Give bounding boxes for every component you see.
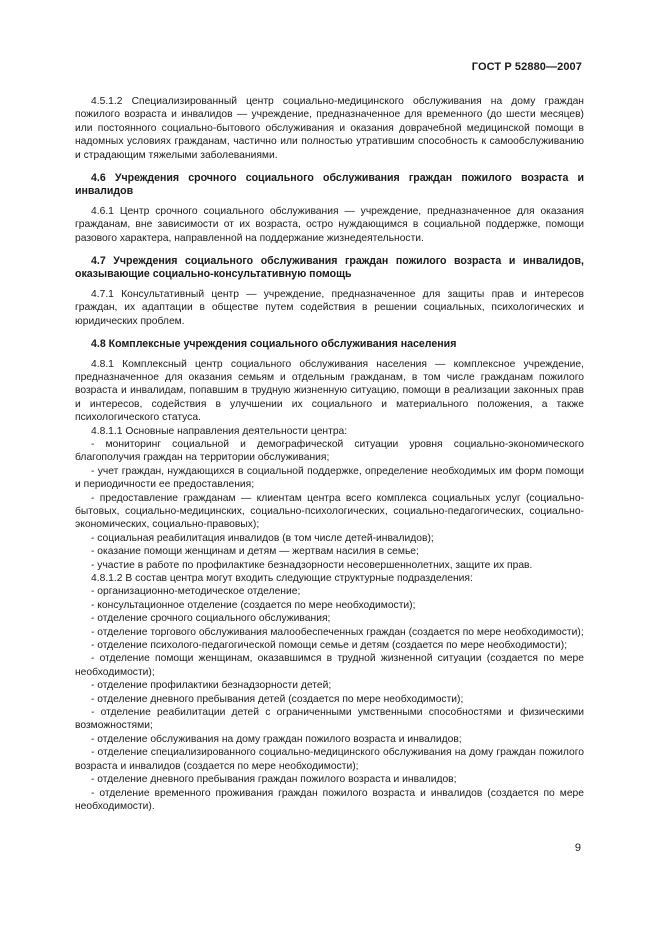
paragraph-4-7-1: 4.7.1 Консультативный центр — учреждение, предназначенное для защиты прав и интересов граждан, их адаптации в обществе путем содействия в решении социальных, психологических и юридических проблем. <box>75 288 584 327</box>
list-item: - участие в работе по профилактике безнадзорности несовершеннолетних, защите их прав. <box>91 559 533 571</box>
section-heading-4-7: 4.7 Учреждения социального обслуживания граждан пожилого возраста и инвалидов, оказывающие социально-консультативную помощь <box>75 255 584 281</box>
list-item: - мониторинг социальной и демографической ситуации уровня социально-экономического благополучия граждан на территории обслуживания; <box>75 438 584 464</box>
list-item: - отделение торгового обслуживания малообеспеченных граждан (создается по мере необходимости); <box>91 626 584 638</box>
list-item: - социальная реабилитация инвалидов (в том числе детей-инвалидов); <box>91 532 434 544</box>
list-item: - отделение срочного социального обслуживания; <box>91 613 331 625</box>
list-item: - отделение реабилитации детей с ограниченными умственными способностями и физическими возможностями; <box>75 707 584 732</box>
page-number: 9 <box>574 842 581 854</box>
departments-list <box>75 585 584 813</box>
list-item: - отделение профилактики безнадзорности детей; <box>91 680 332 692</box>
paragraph-4-8-1-2: 4.8.1.2 В состав центра могут входить следующие структурные подразделения: <box>91 573 473 584</box>
list-item: - отделение дневного пребывания детей (создается по мере необходимости); <box>91 693 464 705</box>
paragraph-4-6-1: 4.6.1 Центр срочного социального обслуживания — учреждение, предназначенное для оказания гражданам, вне зависимости от их возраста, остро нуждающимся в социальной поддержке, помощи разового характера, направленной на поддержание жизнедеятельности. <box>75 205 584 244</box>
paragraph-4-5-1-2: 4.5.1.2 Специализированный центр социально-медицинского обслуживания на дому граждан пожилого возраста и инвалидов — учреждение, предназначенное для временного (до шести месяцев) или постоянного социально-бытового обслуживания и оказания доврачебной медицинской помощи в надомных условиях гражданам, частично или полностью утратившим способность к самообслуживанию и страдающим тяжелыми заболеваниями. <box>75 96 584 161</box>
list-item: - консультационное отделение (создается по мере необходимости); <box>91 599 416 611</box>
list-item: - отделение дневного пребывания граждан пожилого возраста и инвалидов; <box>91 774 457 786</box>
list-item: - оказание помощи женщинам и детям — жертвам насилия в семье; <box>91 546 419 558</box>
paragraph-4-8-1-1: 4.8.1.1 Основные направления деятельности центра: <box>91 425 348 437</box>
list-item: - организационно-методическое отделение; <box>91 586 301 598</box>
list-item: - отделение психолого-педагогической помощи семье и детям (создается по мере необходимости); <box>91 640 568 652</box>
directions-list <box>75 438 584 572</box>
document-code: ГОСТ Р 52880—2007 <box>471 61 582 73</box>
list-item: - отделение обслуживания на дому граждан пожилого возраста и инвалидов; <box>91 733 462 745</box>
list-item: - предоставление гражданам — клиентам центра всего комплекса социальных услуг (социально-бытовых, социально-медицинских, социально-психологических, социально-педагогических, социально-экономических, социально-правовых); <box>75 492 584 531</box>
list-item: - отделение специализированного социально-медицинского обслуживания на дому граждан пожилого возраста и инвалидов (создается по мере необходимости); <box>75 747 584 772</box>
paragraph-4-8-1: 4.8.1 Комплексный центр социального обслуживания населения — комплексное учреждение, предназначенное для оказания семьям и отдельным гражданам, в том числе гражданам пожилого возраста и инвалидам, попавшим в трудную жизненную ситуацию, помощи в реализации законных прав и интересов, содействия в улучшении их социального и материального положения, а также психологического статуса. <box>75 358 584 424</box>
section-heading-4-6: 4.6 Учреждения срочного социального обслуживания граждан пожилого возраста и инвалидов <box>75 172 584 198</box>
list-item: - отделение временного проживания граждан пожилого возраста и инвалидов (создается по мере необходимости). <box>75 787 584 812</box>
list-item: - учет граждан, нуждающихся в социальной поддержке, определение необходимых им форм помощи и периодичности ее предоставления; <box>75 465 584 491</box>
document-body <box>75 95 584 813</box>
list-item: - отделение помощи женщинам, оказавшимся в трудной жизненной ситуации (создается по мере необходимости); <box>75 653 584 678</box>
section-heading-4-8: 4.8 Комплексные учреждения социального обслуживания населения <box>91 338 457 351</box>
